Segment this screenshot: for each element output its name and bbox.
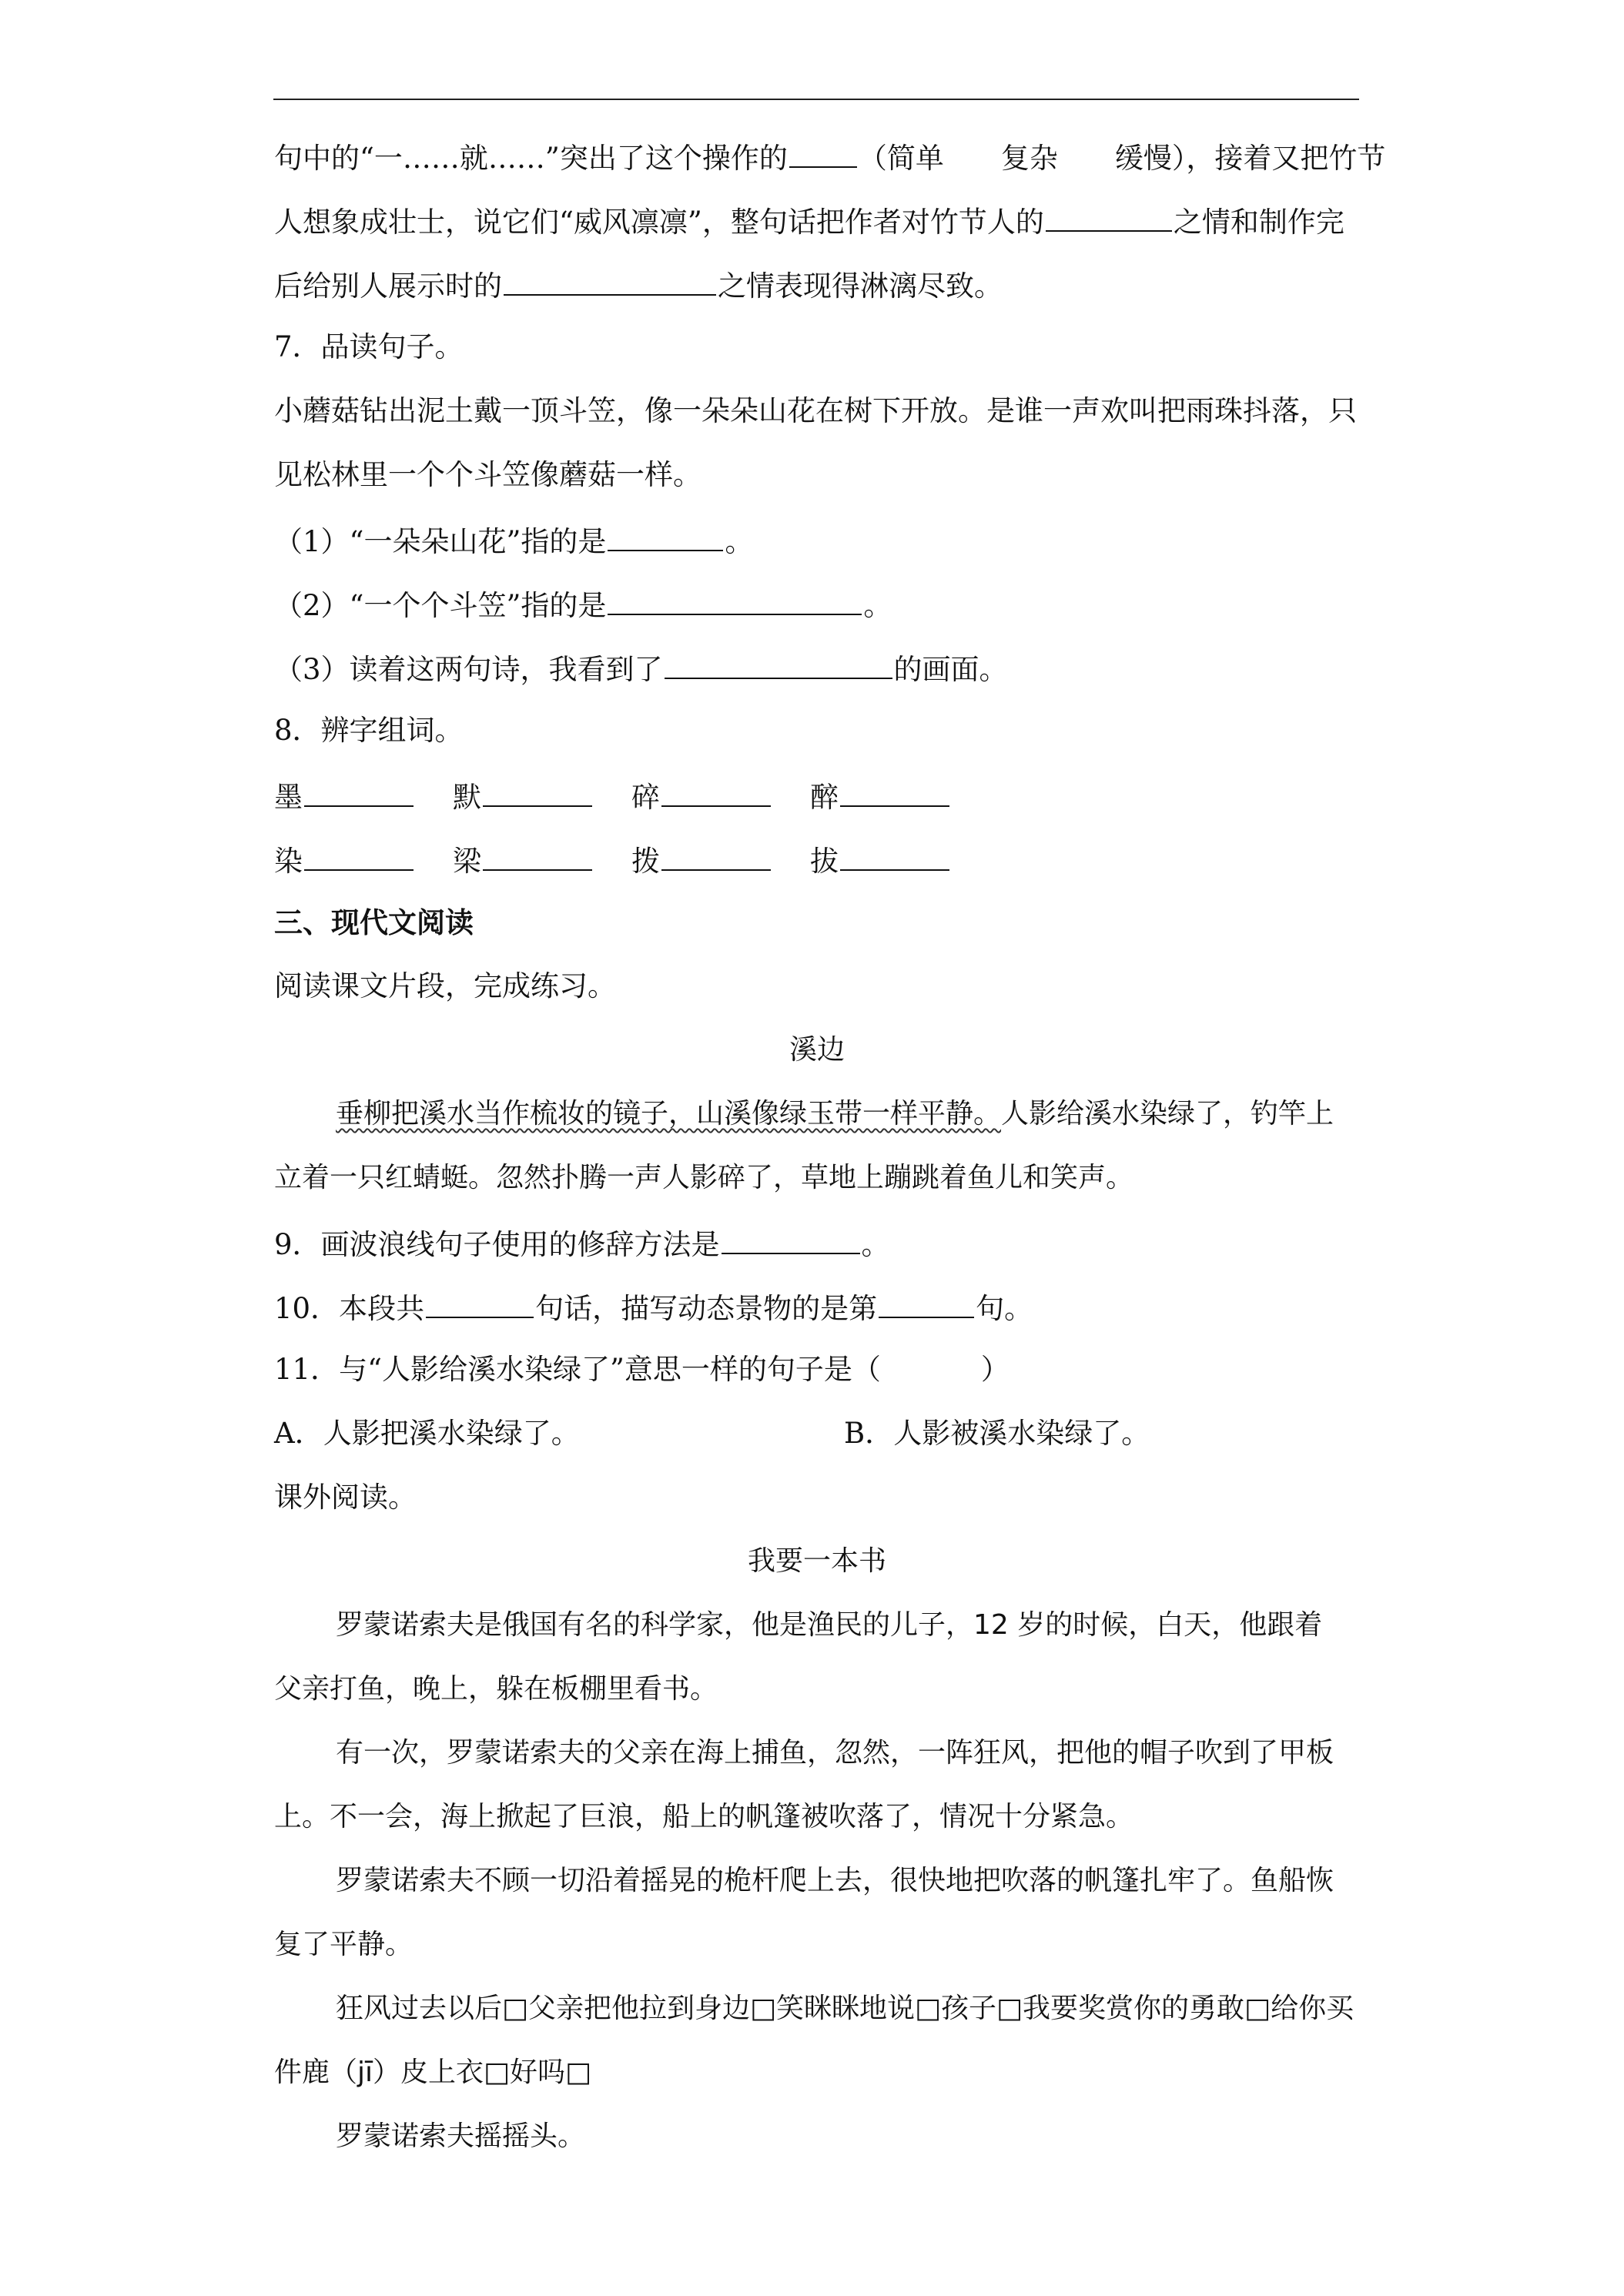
answer-blank[interactable]	[840, 834, 949, 871]
q9-text: 9．画波浪线句子使用的修辞方法是	[274, 1228, 720, 1261]
word-cell	[274, 834, 415, 886]
passage-2-p4-line-2: 件鹿（jī）皮上衣□好吗□	[274, 2057, 592, 2088]
passage-2-p1-line-1: 罗蒙诺索夫是俄国有名的科学家，他是渔民的儿子，12 岁的时候，白天，他跟着	[336, 1609, 1323, 1641]
q7-title: 7．品读句子。	[274, 330, 464, 363]
char: 染	[274, 845, 303, 878]
word-cell	[810, 770, 951, 822]
char: 碎	[631, 781, 660, 814]
q7-sub-text: （3）读着这两句诗，我看到了	[274, 653, 663, 686]
answer-blank[interactable]	[661, 770, 771, 807]
answer-blank[interactable]	[661, 834, 771, 871]
passage-1-title: 溪边	[789, 1034, 845, 1066]
option-b[interactable]: B．人影被溪水染绿了。	[844, 1417, 1150, 1450]
q9-text: 。	[861, 1228, 890, 1261]
passage-2-p2-line-1: 有一次，罗蒙诺索夫的父亲在海上捕鱼，忽然，一阵狂风，把他的帽子吹到了甲板	[336, 1737, 1334, 1769]
q10-text: 10．本段共	[274, 1292, 425, 1325]
answer-blank[interactable]	[304, 834, 414, 871]
q7-sub-text: 。	[863, 589, 892, 622]
answer-blank[interactable]	[722, 1217, 860, 1254]
word-cell	[631, 770, 772, 822]
section-3-intro: 阅读课文片段，完成练习。	[274, 969, 616, 1002]
wavy-underlined-sentence: 垂柳把溪水当作梳妆的镜子，山溪像绿玉带一样平静。	[336, 1098, 1002, 1130]
q7-sub-text: （1）“一朵朵山花”指的是	[274, 525, 607, 558]
answer-blank[interactable]	[608, 514, 723, 551]
q6-text: 之情表现得淋漓尽致。	[718, 269, 1003, 303]
q11-text: ）	[980, 1353, 1010, 1386]
answer-blank[interactable]	[504, 259, 716, 296]
word-cell	[810, 834, 951, 886]
option-a[interactable]: A．人影把溪水染绿了。	[274, 1417, 580, 1450]
q9	[274, 1217, 1360, 1267]
q11-options	[274, 1409, 1360, 1458]
char: 醉	[810, 781, 839, 814]
char: 拔	[810, 845, 839, 878]
char: 墨	[274, 781, 303, 814]
passage-2-p1-line-2: 父亲打鱼，晚上，躲在板棚里看书。	[274, 1673, 718, 1705]
q8-row-2	[274, 834, 1360, 883]
answer-blank[interactable]	[304, 770, 414, 807]
header-rule	[273, 99, 1359, 100]
answer-blank[interactable]	[483, 834, 592, 871]
passage-2-p5: 罗蒙诺索夫摇摇头。	[336, 2120, 586, 2152]
char: 梁	[453, 845, 481, 878]
answer-blank[interactable]	[1046, 195, 1172, 232]
answer-blank[interactable]	[665, 642, 892, 679]
answer-blank[interactable]	[840, 770, 949, 807]
section-3-heading: 三、现代文阅读	[274, 905, 474, 939]
passage-1-line-2: 立着一只红蜻蜓。忽然扑腾一声人影碎了，草地上蹦跳着鱼儿和笑声。	[274, 1162, 1134, 1193]
q6-line-1	[274, 131, 1386, 180]
answer-blank[interactable]	[608, 578, 862, 615]
q7-sub-text: 。	[725, 525, 754, 558]
q8-row-1	[274, 770, 1360, 819]
q11	[274, 1345, 1360, 1394]
q11-text: 11．与“人影给溪水染绿了”意思一样的句子是（	[274, 1353, 881, 1386]
q7-sub-3	[274, 642, 1360, 691]
q6-text: 人想象成壮士，说它们“威风凛凛”，整句话把作者对竹节人的	[274, 206, 1044, 239]
answer-blank[interactable]	[483, 770, 592, 807]
char: 拨	[631, 845, 660, 878]
extra-reading-label: 课外阅读。	[274, 1481, 417, 1514]
q7-sub-2	[274, 578, 1360, 628]
q6-text: （简单 复杂 缓慢），接着又把竹节	[858, 142, 1386, 175]
q7-sub-text: （2）“一个个斗笠”指的是	[274, 589, 607, 622]
q10-text: 句。	[976, 1292, 1033, 1325]
q6-text: 句中的“一……就……”突出了这个操作的	[274, 142, 788, 175]
passage-2-title: 我要一本书	[747, 1545, 886, 1577]
q10	[274, 1281, 1360, 1330]
q6-text: 后给别人展示时的	[274, 269, 502, 303]
q10-text: 句话，描写动态景物的是第	[535, 1292, 878, 1325]
answer-blank[interactable]	[879, 1281, 974, 1318]
word-cell	[453, 834, 594, 886]
answer-blank[interactable]	[426, 1281, 534, 1318]
q7-sub-text: 的画面。	[893, 653, 1008, 686]
word-cell	[453, 770, 594, 822]
answer-blank[interactable]	[789, 131, 857, 168]
char: 默	[453, 781, 481, 814]
passage-2-p4-line-1: 狂风过去以后□父亲把他拉到身边□笑眯眯地说□孩子□我要奖赏你的勇敢□给你买	[336, 1993, 1354, 2024]
q7-poem-line-2: 见松林里一个个斗笠像蘑菇一样。	[274, 458, 702, 491]
q8-title: 8．辨字组词。	[274, 714, 464, 747]
word-cell	[274, 770, 415, 822]
q7-sub-1	[274, 514, 1360, 564]
word-cell	[631, 834, 772, 886]
q6-line-2	[274, 195, 1360, 244]
passage-2-p3-line-1: 罗蒙诺索夫不顾一切沿着摇晃的桅杆爬上去，很快地把吹落的帆篷扎牢了。鱼船恢	[336, 1865, 1334, 1896]
q6-line-3	[274, 259, 1360, 308]
q6-text: 之情和制作完	[1173, 206, 1344, 239]
passage-2-p3-line-2: 复了平静。	[274, 1929, 414, 1960]
q7-poem-line-1: 小蘑菇钻出泥土戴一顶斗笠，像一朵朵山花在树下开放。是谁一声欢叫把雨珠抖落，只	[274, 394, 1357, 427]
passage-1-line-1	[336, 1089, 1360, 1139]
passage-2-p2-line-2: 上。不一会，海上掀起了巨浪，船上的帆篷被吹落了，情况十分紧急。	[274, 1801, 1134, 1832]
passage-text: 人影给溪水染绿了，钓竿上	[1001, 1098, 1334, 1130]
